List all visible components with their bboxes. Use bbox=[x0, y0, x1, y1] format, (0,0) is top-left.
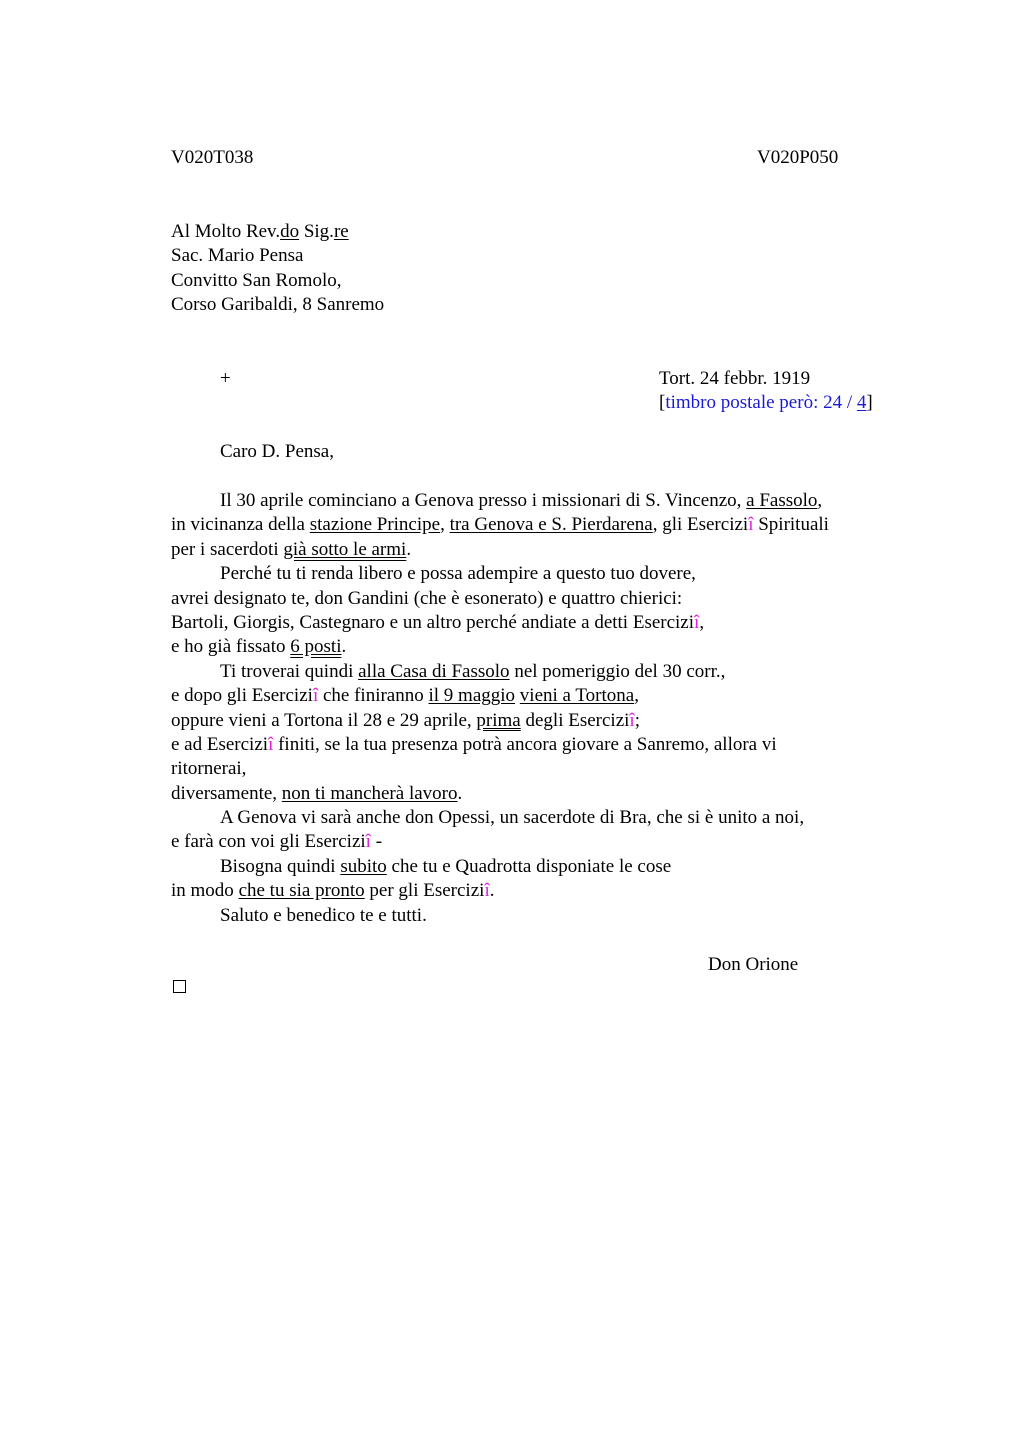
text: per gli Esercizi bbox=[364, 880, 485, 902]
text: e farà con voi gli Esercizi bbox=[171, 831, 366, 853]
address-line-4: Corso Garibaldi, 8 Sanremo bbox=[171, 294, 385, 316]
text: Bisogna quindi bbox=[220, 855, 341, 877]
body-line bbox=[171, 782, 911, 806]
underlined-text: tra Genova e S. Pierdarena bbox=[449, 514, 653, 536]
address-line-2: Sac. Mario Pensa bbox=[171, 245, 304, 267]
letter-date: Tort. 24 febbr. 1919 bbox=[659, 368, 811, 389]
text: che finiranno bbox=[318, 685, 429, 707]
body-line: ritornerai, bbox=[171, 758, 247, 780]
text: diversamente, bbox=[171, 782, 282, 804]
cross-symbol: + bbox=[220, 368, 231, 389]
text: Spirituali bbox=[753, 514, 829, 536]
letter-body bbox=[171, 489, 911, 928]
address-abbrev-do: do bbox=[280, 221, 300, 242]
salutation: Caro D. Pensa, bbox=[220, 441, 334, 462]
underlined-text: stazione Principe bbox=[309, 514, 441, 536]
underlined-text: non ti mancherà lavoro bbox=[281, 782, 458, 804]
text: , bbox=[817, 490, 823, 511]
body-line bbox=[171, 538, 911, 562]
document-code-right: V020P050 bbox=[757, 147, 839, 168]
double-underlined-text: 6 posti bbox=[290, 636, 342, 658]
body-line: avrei designato te, don Gandini (che è esonerato) e quattro chierici: bbox=[171, 587, 683, 609]
text: Bartoli, Giorgis, Castegnaro e un altro perché andiate a detti Esercizi bbox=[171, 611, 695, 633]
body-line bbox=[171, 660, 911, 684]
circumflex-mark: î bbox=[365, 831, 371, 853]
text: . bbox=[489, 880, 495, 902]
circumflex-mark: î bbox=[268, 733, 274, 755]
text: finiti, se la tua presenza potrà ancora giovare a Sanremo, allora vi bbox=[273, 733, 777, 755]
text: che tu e Quadrotta disponiate le cose bbox=[386, 855, 672, 877]
body-line bbox=[171, 733, 911, 757]
text: Ti troverai quindi bbox=[220, 660, 359, 682]
body-line: Perché tu ti renda libero e possa adempire a questo tuo dovere, bbox=[220, 563, 696, 585]
body-line bbox=[171, 635, 911, 659]
text: degli Esercizi bbox=[520, 709, 630, 731]
text: nel pomeriggio del 30 corr., bbox=[509, 660, 726, 682]
body-line: A Genova vi sarà anche don Opessi, un sacerdote di Bra, che si è unito a noi, bbox=[220, 807, 805, 829]
text: - bbox=[370, 831, 383, 853]
date-line bbox=[659, 367, 873, 416]
body-line bbox=[171, 855, 911, 879]
text: e ad Esercizi bbox=[171, 733, 269, 755]
text: e dopo gli Esercizi bbox=[171, 685, 313, 707]
body-line bbox=[171, 709, 911, 733]
address-prefix: Al Molto Rev. bbox=[171, 221, 281, 242]
text: in vicinanza della bbox=[171, 514, 310, 536]
text: , bbox=[634, 685, 639, 707]
body-line bbox=[171, 684, 911, 708]
circumflex-mark: î bbox=[484, 880, 490, 902]
double-underlined-text: prima bbox=[476, 709, 521, 731]
underlined-text: alla Casa di Fassolo bbox=[358, 660, 510, 682]
text: . bbox=[341, 636, 347, 658]
circumflex-mark: î bbox=[748, 514, 754, 536]
body-line bbox=[171, 489, 911, 513]
end-marker-square-icon bbox=[173, 980, 186, 993]
circumflex-mark: î bbox=[694, 611, 700, 633]
text: per i sacerdoti bbox=[171, 538, 284, 560]
body-line bbox=[171, 830, 911, 854]
body-line bbox=[171, 611, 911, 635]
text: . bbox=[457, 782, 463, 804]
signature: Don Orione bbox=[708, 954, 799, 975]
bracket-close: ] bbox=[866, 392, 873, 414]
document-code-left: V020T038 bbox=[171, 147, 254, 168]
body-line bbox=[171, 879, 911, 903]
address-abbrev-re: re bbox=[333, 221, 349, 242]
text: , gli Esercizi bbox=[652, 514, 749, 536]
text: in modo bbox=[171, 880, 239, 902]
address-line-1 bbox=[171, 220, 384, 244]
body-line: Saluto e benedico te e tutti. bbox=[220, 904, 427, 926]
postal-stamp-note bbox=[659, 391, 873, 415]
postal-note-month: 4 bbox=[856, 392, 867, 414]
address-mid: Sig. bbox=[299, 221, 334, 242]
text: oppure vieni a Tortona il 28 e 29 aprile, bbox=[171, 709, 477, 731]
underlined-text: subito bbox=[340, 855, 387, 877]
underlined-text: a Fassolo bbox=[746, 490, 818, 511]
body-line bbox=[171, 513, 911, 537]
underlined-text: il 9 maggio bbox=[428, 685, 516, 707]
double-underlined-text: già sotto le armi bbox=[283, 538, 407, 560]
postal-note-text: timbro postale però: 24 / bbox=[665, 392, 857, 414]
underlined-text: vieni a Tortona bbox=[519, 685, 635, 707]
address-block bbox=[171, 220, 384, 318]
text: e ho già fissato bbox=[171, 636, 291, 658]
bracket-open: [ bbox=[659, 392, 666, 414]
text: ; bbox=[634, 709, 640, 731]
text: Il 30 aprile cominciano a Genova presso i missionari di S. Vincenzo, bbox=[220, 490, 747, 511]
circumflex-mark: î bbox=[629, 709, 635, 731]
address-line-3: Convitto San Romolo, bbox=[171, 269, 342, 291]
text: , bbox=[440, 514, 450, 536]
text: . bbox=[406, 538, 412, 560]
text: , bbox=[699, 611, 705, 633]
circumflex-mark: î bbox=[312, 685, 319, 707]
underlined-text: che tu sia pronto bbox=[238, 880, 365, 902]
